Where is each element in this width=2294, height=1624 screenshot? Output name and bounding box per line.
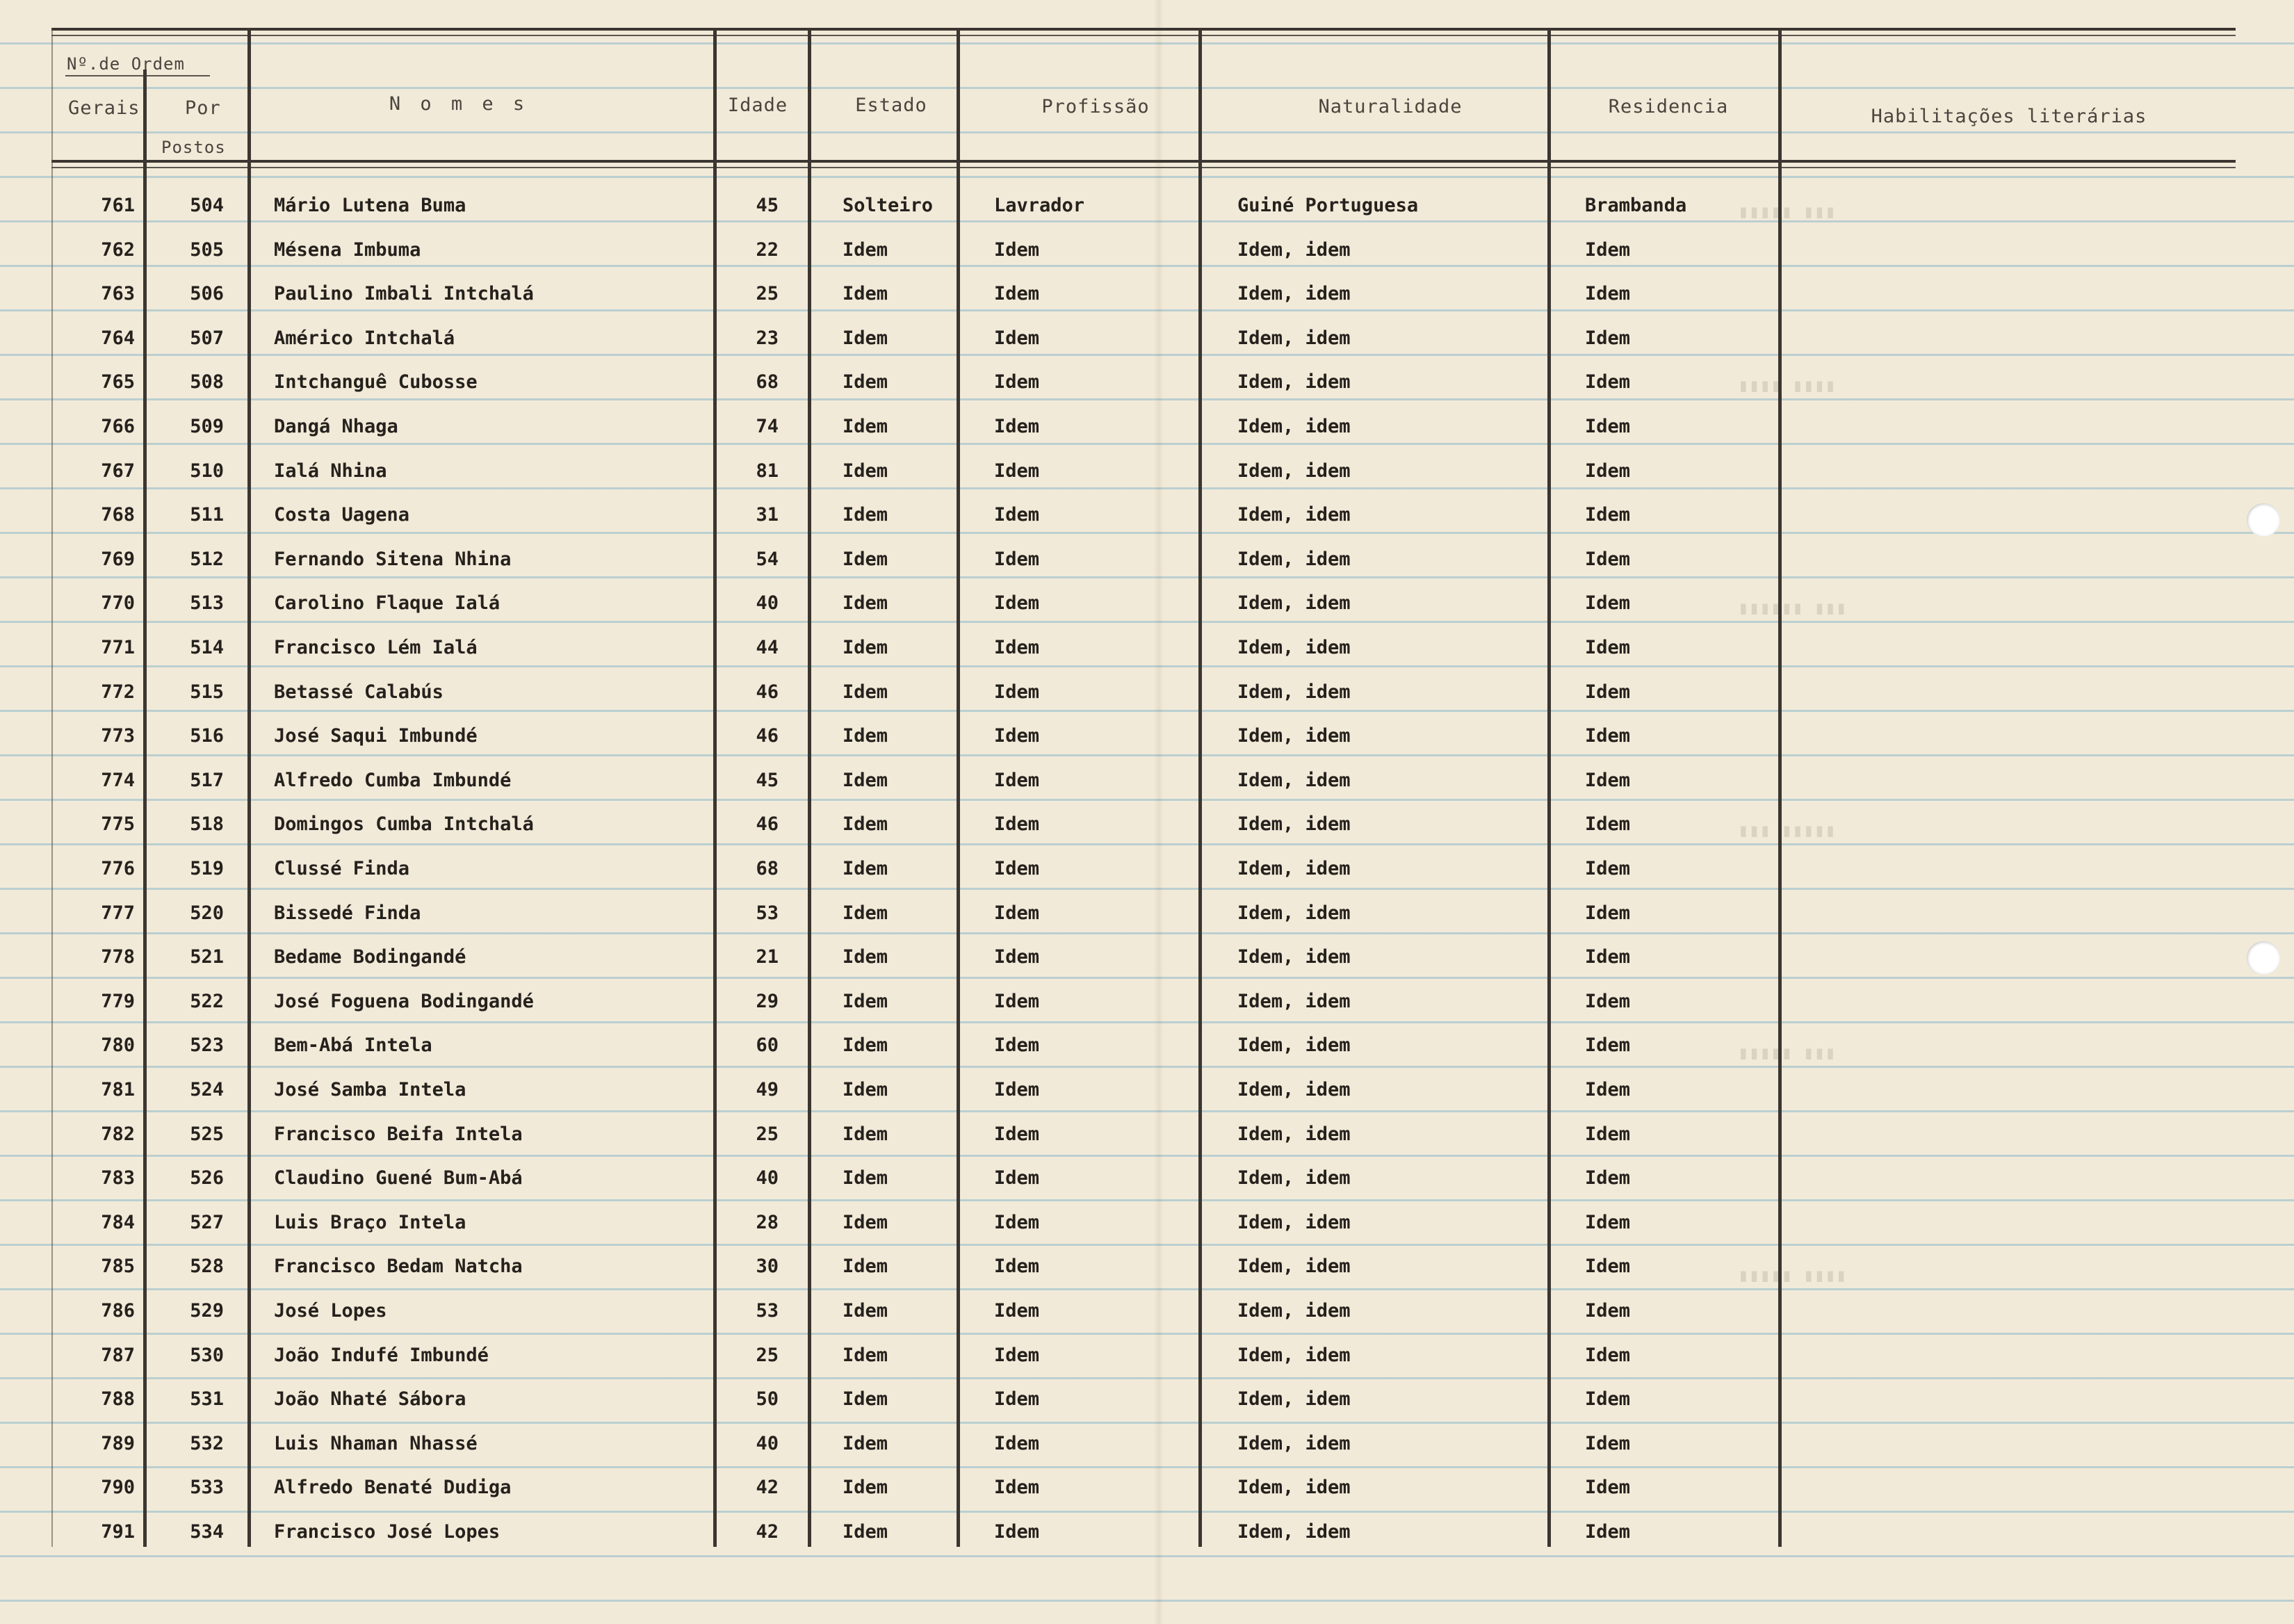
ordem-gerais-cell: 768 [101, 504, 135, 526]
estado-cell: Idem [843, 592, 888, 614]
ordem-gerais-cell: 785 [101, 1256, 135, 1277]
ordem-gerais-cell: 791 [101, 1521, 135, 1543]
nome-cell: Costa Uagena [274, 504, 410, 526]
table-row [0, 1383, 2294, 1427]
estado-cell: Idem [843, 460, 888, 482]
residencia-cell: Idem [1585, 1521, 1631, 1543]
nome-cell: Francisco José Lopes [274, 1521, 501, 1543]
residencia-cell: Idem [1585, 1388, 1631, 1410]
table-row [0, 1118, 2294, 1162]
ordem-postos-cell: 522 [190, 991, 224, 1012]
ordem-gerais-cell: 789 [101, 1433, 135, 1454]
naturalidade-cell: Idem, idem [1237, 1212, 1351, 1233]
ordem-gerais-cell: 781 [101, 1079, 135, 1101]
residencia-cell: Idem [1585, 1477, 1631, 1498]
ordem-postos-cell: 508 [190, 371, 224, 393]
idade-cell: 22 [756, 239, 779, 261]
profissao-cell: Idem [994, 416, 1040, 437]
ordem-postos-cell: 526 [190, 1167, 224, 1189]
profissao-cell: Idem [994, 991, 1040, 1012]
estado-cell: Idem [843, 1433, 888, 1454]
naturalidade-cell: Idem, idem [1237, 1034, 1351, 1056]
ordem-postos-cell: 525 [190, 1123, 224, 1145]
nome-cell: Américo Intchalá [274, 327, 455, 349]
profissao-cell: Idem [994, 1433, 1040, 1454]
profissao-cell: Idem [994, 725, 1040, 747]
table-row [0, 1073, 2294, 1118]
ordem-gerais-cell: 762 [101, 239, 135, 261]
ordem-postos-cell: 516 [190, 725, 224, 747]
profissao-cell: Idem [994, 371, 1040, 393]
ordem-gerais-cell: 775 [101, 813, 135, 835]
residencia-cell: Idem [1585, 283, 1631, 304]
naturalidade-cell: Idem, idem [1237, 946, 1351, 968]
residencia-cell: Idem [1585, 770, 1631, 791]
ordem-postos-cell: 504 [190, 195, 224, 216]
idade-cell: 25 [756, 1123, 779, 1145]
nome-cell: Francisco Lém Ialá [274, 637, 478, 658]
naturalidade-cell: Idem, idem [1237, 549, 1351, 570]
idade-cell: 42 [756, 1521, 779, 1543]
estado-cell: Idem [843, 858, 888, 879]
idade-cell: 28 [756, 1212, 779, 1233]
naturalidade-cell: Idem, idem [1237, 592, 1351, 614]
residencia-cell: Idem [1585, 327, 1631, 349]
residencia-cell: Idem [1585, 504, 1631, 526]
ordem-postos-cell: 510 [190, 460, 224, 482]
ordem-gerais-cell: 761 [101, 195, 135, 216]
ordem-gerais-cell: 784 [101, 1212, 135, 1233]
ordem-gerais-cell: 769 [101, 549, 135, 570]
idade-cell: 42 [756, 1477, 779, 1498]
idade-cell: 30 [756, 1256, 779, 1277]
idade-cell: 74 [756, 416, 779, 437]
table-row [0, 852, 2294, 897]
profissao-cell: Idem [994, 1079, 1040, 1101]
nome-cell: Alfredo Benaté Dudiga [274, 1477, 512, 1498]
profissao-cell: Idem [994, 1388, 1040, 1410]
profissao-cell: Idem [994, 1521, 1040, 1543]
table-row [0, 1250, 2294, 1294]
naturalidade-cell: Idem, idem [1237, 902, 1351, 924]
residencia-cell: Idem [1585, 371, 1631, 393]
residencia-cell: Idem [1585, 681, 1631, 703]
ordem-gerais-cell: 786 [101, 1300, 135, 1322]
naturalidade-cell: Idem, idem [1237, 283, 1351, 304]
nome-cell: Bem-Abá Intela [274, 1034, 432, 1056]
estado-cell: Idem [843, 725, 888, 747]
nome-cell: Claudino Guené Bum-Abá [274, 1167, 523, 1189]
table-row [0, 366, 2294, 410]
nome-cell: Intchanguê Cubosse [274, 371, 478, 393]
nome-cell: José Foguena Bodingandé [274, 991, 534, 1012]
ordem-postos-cell: 512 [190, 549, 224, 570]
naturalidade-cell: Idem, idem [1237, 1477, 1351, 1498]
header-gerais: Gerais [68, 97, 140, 119]
ordem-gerais-cell: 788 [101, 1388, 135, 1410]
residencia-cell: Idem [1585, 991, 1631, 1012]
profissao-cell: Idem [994, 1300, 1040, 1322]
residencia-cell: Idem [1585, 239, 1631, 261]
ordem-gerais-cell: 767 [101, 460, 135, 482]
profissao-cell: Idem [994, 637, 1040, 658]
ordem-postos-cell: 523 [190, 1034, 224, 1056]
idade-cell: 46 [756, 681, 779, 703]
table-row [0, 1206, 2294, 1251]
nome-cell: Alfredo Cumba Imbundé [274, 770, 512, 791]
naturalidade-cell: Idem, idem [1237, 239, 1351, 261]
ordem-gerais-cell: 779 [101, 991, 135, 1012]
nome-cell: Francisco Beifa Intela [274, 1123, 523, 1145]
residencia-cell: Idem [1585, 1300, 1631, 1322]
table-row [0, 1339, 2294, 1383]
bleed-through-mark: ▮▮▮ ▮▮▮▮▮▮ [1738, 598, 1847, 619]
bleed-through-mark: ▮▮▮ ▮▮▮▮▮ [1738, 1043, 1836, 1064]
profissao-cell: Idem [994, 813, 1040, 835]
ordem-postos-cell: 527 [190, 1212, 224, 1233]
table-row [0, 1029, 2294, 1073]
table-row [0, 941, 2294, 985]
table-row [0, 720, 2294, 764]
nome-cell: Domingos Cumba Intchalá [274, 813, 534, 835]
estado-cell: Idem [843, 902, 888, 924]
ordem-gerais-cell: 770 [101, 592, 135, 614]
naturalidade-cell: Idem, idem [1237, 1433, 1351, 1454]
ordem-gerais-cell: 766 [101, 416, 135, 437]
residencia-cell: Idem [1585, 460, 1631, 482]
header-nomes: N o m e s [389, 93, 529, 115]
ordem-gerais-cell: 780 [101, 1034, 135, 1056]
naturalidade-cell: Idem, idem [1237, 327, 1351, 349]
nome-cell: José Saqui Imbundé [274, 725, 478, 747]
naturalidade-cell: Idem, idem [1237, 1256, 1351, 1277]
estado-cell: Idem [843, 239, 888, 261]
naturalidade-cell: Idem, idem [1237, 637, 1351, 658]
idade-cell: 49 [756, 1079, 779, 1101]
idade-cell: 60 [756, 1034, 779, 1056]
header-profissao: Profissão [1041, 96, 1150, 117]
table-row [0, 1427, 2294, 1472]
nome-cell: João Indufé Imbundé [274, 1345, 489, 1366]
naturalidade-cell: Idem, idem [1237, 371, 1351, 393]
header-idade: Idade [727, 95, 788, 116]
estado-cell: Idem [843, 681, 888, 703]
residencia-cell: Idem [1585, 1079, 1631, 1101]
idade-cell: 50 [756, 1388, 779, 1410]
estado-cell: Idem [843, 1388, 888, 1410]
profissao-cell: Idem [994, 1212, 1040, 1233]
estado-cell: Idem [843, 1212, 888, 1233]
bleed-through-mark: ▮▮▮▮ ▮▮▮▮ [1738, 375, 1836, 396]
naturalidade-cell: Idem, idem [1237, 1521, 1351, 1543]
nome-cell: Bedame Bodingandé [274, 946, 466, 968]
residencia-cell: Idem [1585, 1256, 1631, 1277]
nome-cell: Betassé Calabús [274, 681, 444, 703]
ordem-gerais-cell: 764 [101, 327, 135, 349]
ordem-postos-cell: 529 [190, 1300, 224, 1322]
table-row [0, 322, 2294, 366]
bleed-through-mark: ▮▮▮▮ ▮▮▮▮▮ [1738, 1265, 1847, 1286]
idade-cell: 68 [756, 858, 779, 879]
idade-cell: 25 [756, 1345, 779, 1366]
profissao-cell: Idem [994, 1345, 1040, 1366]
estado-cell: Idem [843, 416, 888, 437]
estado-cell: Idem [843, 1345, 888, 1366]
residencia-cell: Idem [1585, 902, 1631, 924]
ordem-gerais-cell: 783 [101, 1167, 135, 1189]
ordem-gerais-cell: 790 [101, 1477, 135, 1498]
header-ordem: Nº.de Ordem [67, 54, 185, 74]
table-row [0, 676, 2294, 720]
idade-cell: 54 [756, 549, 779, 570]
idade-cell: 31 [756, 504, 779, 526]
ordem-gerais-cell: 778 [101, 946, 135, 968]
naturalidade-cell: Idem, idem [1237, 1300, 1351, 1322]
table-row [0, 808, 2294, 852]
naturalidade-cell: Idem, idem [1237, 770, 1351, 791]
table-row [0, 897, 2294, 941]
residencia-cell: Idem [1585, 1433, 1631, 1454]
profissao-cell: Idem [994, 1034, 1040, 1056]
profissao-cell: Lavrador [994, 195, 1085, 216]
residencia-cell: Idem [1585, 592, 1631, 614]
ordem-gerais-cell: 771 [101, 637, 135, 658]
naturalidade-cell: Idem, idem [1237, 1345, 1351, 1366]
table-row [0, 1294, 2294, 1339]
residencia-cell: Idem [1585, 1167, 1631, 1189]
naturalidade-cell: Idem, idem [1237, 681, 1351, 703]
ordem-postos-cell: 519 [190, 858, 224, 879]
naturalidade-cell: Idem, idem [1237, 813, 1351, 835]
ordem-postos-cell: 515 [190, 681, 224, 703]
table-row [0, 764, 2294, 809]
table-row [0, 587, 2294, 631]
profissao-cell: Idem [994, 283, 1040, 304]
nome-cell: José Lopes [274, 1300, 387, 1322]
estado-cell: Idem [843, 1034, 888, 1056]
profissao-cell: Idem [994, 592, 1040, 614]
ordem-postos-cell: 506 [190, 283, 224, 304]
nome-cell: Luis Braço Intela [274, 1212, 466, 1233]
profissao-cell: Idem [994, 1123, 1040, 1145]
ordem-postos-cell: 511 [190, 504, 224, 526]
table-row [0, 1162, 2294, 1206]
profissao-cell: Idem [994, 1256, 1040, 1277]
header-habilitacoes: Habilitações literárias [1871, 106, 2147, 127]
estado-cell: Idem [843, 549, 888, 570]
profissao-cell: Idem [994, 1477, 1040, 1498]
naturalidade-cell: Guiné Portuguesa [1237, 195, 1419, 216]
nome-cell: José Samba Intela [274, 1079, 466, 1101]
profissao-cell: Idem [994, 327, 1040, 349]
estado-cell: Idem [843, 946, 888, 968]
residencia-cell: Idem [1585, 549, 1631, 570]
estado-cell: Idem [843, 1256, 888, 1277]
residencia-cell: Idem [1585, 946, 1631, 968]
header-residencia: Residencia [1608, 96, 1729, 117]
nome-cell: João Nhaté Sábora [274, 1388, 466, 1410]
ordem-postos-cell: 530 [190, 1345, 224, 1366]
ordem-postos-cell: 534 [190, 1521, 224, 1543]
ordem-gerais-cell: 772 [101, 681, 135, 703]
residencia-cell: Idem [1585, 1345, 1631, 1366]
table-row [0, 985, 2294, 1030]
ordem-postos-cell: 514 [190, 637, 224, 658]
naturalidade-cell: Idem, idem [1237, 1167, 1351, 1189]
bleed-through-mark: ▮▮▮ ▮▮▮▮▮ [1738, 202, 1836, 222]
ordem-gerais-cell: 787 [101, 1345, 135, 1366]
profissao-cell: Idem [994, 504, 1040, 526]
idade-cell: 45 [756, 770, 779, 791]
naturalidade-cell: Idem, idem [1237, 504, 1351, 526]
idade-cell: 81 [756, 460, 779, 482]
idade-cell: 44 [756, 637, 779, 658]
nome-cell: Bissedé Finda [274, 902, 421, 924]
estado-cell: Idem [843, 770, 888, 791]
nome-cell: Fernando Sitena Nhina [274, 549, 512, 570]
idade-cell: 53 [756, 902, 779, 924]
estado-cell: Idem [843, 327, 888, 349]
ordem-gerais-cell: 776 [101, 858, 135, 879]
naturalidade-cell: Idem, idem [1237, 858, 1351, 879]
ordem-postos-cell: 520 [190, 902, 224, 924]
table-row [0, 1516, 2294, 1560]
residencia-cell: Brambanda [1585, 195, 1687, 216]
nome-cell: Carolino Flaque Ialá [274, 592, 501, 614]
idade-cell: 46 [756, 813, 779, 835]
ordem-postos-cell: 531 [190, 1388, 224, 1410]
residencia-cell: Idem [1585, 637, 1631, 658]
ordem-gerais-cell: 782 [101, 1123, 135, 1145]
naturalidade-cell: Idem, idem [1237, 1388, 1351, 1410]
estado-cell: Idem [843, 1079, 888, 1101]
idade-cell: 40 [756, 1433, 779, 1454]
bleed-through-mark: ▮▮▮▮▮ ▮▮▮ [1738, 820, 1836, 841]
nome-cell: Paulino Imbali Intchalá [274, 283, 534, 304]
profissao-cell: Idem [994, 681, 1040, 703]
ordem-postos-cell: 517 [190, 770, 224, 791]
naturalidade-cell: Idem, idem [1237, 991, 1351, 1012]
table-row [0, 277, 2294, 322]
naturalidade-cell: Idem, idem [1237, 725, 1351, 747]
naturalidade-cell: Idem, idem [1237, 1079, 1351, 1101]
naturalidade-cell: Idem, idem [1237, 1123, 1351, 1145]
estado-cell: Solteiro [843, 195, 934, 216]
ordem-postos-cell: 509 [190, 416, 224, 437]
profissao-cell: Idem [994, 460, 1040, 482]
estado-cell: Idem [843, 1167, 888, 1189]
estado-cell: Idem [843, 371, 888, 393]
profissao-cell: Idem [994, 770, 1040, 791]
idade-cell: 53 [756, 1300, 779, 1322]
header-naturalidade: Naturalidade [1318, 96, 1463, 117]
ordem-postos-cell: 521 [190, 946, 224, 968]
nome-cell: Clussé Finda [274, 858, 410, 879]
header-por: Por [185, 97, 221, 119]
idade-cell: 21 [756, 946, 779, 968]
idade-cell: 23 [756, 327, 779, 349]
nome-cell: Mésena Imbuma [274, 239, 421, 261]
ordem-gerais-cell: 774 [101, 770, 135, 791]
nome-cell: Ialá Nhina [274, 460, 387, 482]
nome-cell: Luis Nhaman Nhassé [274, 1433, 478, 1454]
ordem-postos-cell: 505 [190, 239, 224, 261]
residencia-cell: Idem [1585, 813, 1631, 835]
residencia-cell: Idem [1585, 1123, 1631, 1145]
profissao-cell: Idem [994, 858, 1040, 879]
idade-cell: 68 [756, 371, 779, 393]
estado-cell: Idem [843, 813, 888, 835]
estado-cell: Idem [843, 991, 888, 1012]
table-row [0, 189, 2294, 234]
profissao-cell: Idem [994, 239, 1040, 261]
profissao-cell: Idem [994, 946, 1040, 968]
idade-cell: 46 [756, 725, 779, 747]
naturalidade-cell: Idem, idem [1237, 460, 1351, 482]
residencia-cell: Idem [1585, 1212, 1631, 1233]
ordem-gerais-cell: 773 [101, 725, 135, 747]
ordem-postos-cell: 513 [190, 592, 224, 614]
profissao-cell: Idem [994, 902, 1040, 924]
profissao-cell: Idem [994, 549, 1040, 570]
estado-cell: Idem [843, 1521, 888, 1543]
table-row [0, 455, 2294, 499]
ordem-postos-cell: 528 [190, 1256, 224, 1277]
table-row [0, 234, 2294, 278]
residencia-cell: Idem [1585, 1034, 1631, 1056]
residencia-cell: Idem [1585, 858, 1631, 879]
ordem-postos-cell: 532 [190, 1433, 224, 1454]
table-row [0, 631, 2294, 676]
estado-cell: Idem [843, 283, 888, 304]
idade-cell: 45 [756, 195, 779, 216]
ordem-postos-cell: 533 [190, 1477, 224, 1498]
ordem-gerais-cell: 763 [101, 283, 135, 304]
table-row [0, 498, 2294, 543]
header-postos: Postos [161, 138, 226, 157]
idade-cell: 40 [756, 1167, 779, 1189]
idade-cell: 40 [756, 592, 779, 614]
estado-cell: Idem [843, 1300, 888, 1322]
table-row [0, 410, 2294, 455]
nome-cell: Mário Lutena Buma [274, 195, 466, 216]
idade-cell: 25 [756, 283, 779, 304]
ordem-gerais-cell: 777 [101, 902, 135, 924]
idade-cell: 29 [756, 991, 779, 1012]
nome-cell: Dangá Nhaga [274, 416, 398, 437]
residencia-cell: Idem [1585, 725, 1631, 747]
nome-cell: Francisco Bedam Natcha [274, 1256, 523, 1277]
estado-cell: Idem [843, 504, 888, 526]
ordem-postos-cell: 507 [190, 327, 224, 349]
ordem-postos-cell: 524 [190, 1079, 224, 1101]
header-estado: Estado [855, 95, 927, 116]
table-row [0, 1471, 2294, 1516]
table-row [0, 543, 2294, 587]
ordem-gerais-cell: 765 [101, 371, 135, 393]
estado-cell: Idem [843, 1123, 888, 1145]
estado-cell: Idem [843, 1477, 888, 1498]
ordem-postos-cell: 518 [190, 813, 224, 835]
profissao-cell: Idem [994, 1167, 1040, 1189]
naturalidade-cell: Idem, idem [1237, 416, 1351, 437]
estado-cell: Idem [843, 637, 888, 658]
residencia-cell: Idem [1585, 416, 1631, 437]
